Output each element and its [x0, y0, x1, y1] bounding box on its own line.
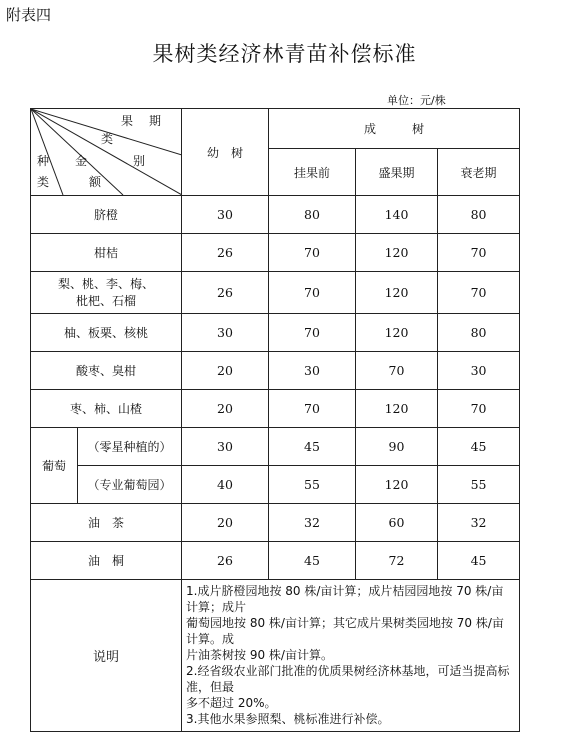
row-name: （专业葡萄园） [78, 466, 182, 504]
cell-value: 30 [182, 314, 269, 352]
corner-label-e: 额 [89, 175, 102, 189]
cell-value: 70 [438, 272, 520, 314]
cell-value: 26 [182, 272, 269, 314]
grape-group-label: 葡萄 [31, 428, 78, 504]
cell-value: 26 [182, 542, 269, 580]
note-line: 1.成片脐橙园地按 80 株/亩计算；成片桔园园地按 70 株/亩计算；成片 [186, 584, 504, 614]
row-name [31, 272, 182, 314]
corner-label-lei-bottom: 类 [37, 175, 50, 189]
cell-value: 70 [269, 234, 356, 272]
cell-value: 32 [269, 504, 356, 542]
row-name: （零星种植的） [78, 428, 182, 466]
cell-value: 45 [438, 428, 520, 466]
corner-label-jin: 金 [75, 154, 88, 168]
note-text [182, 580, 520, 732]
cell-value: 140 [356, 196, 438, 234]
row-name: 酸枣、臭柑 [31, 352, 182, 390]
table-row [31, 234, 520, 272]
corner-label-zhong: 种 [37, 154, 50, 168]
row-name-line: 枇杷、石榴 [75, 293, 136, 308]
cell-value: 80 [438, 196, 520, 234]
corner-label-guo: 果 [121, 114, 134, 128]
cell-value: 45 [269, 542, 356, 580]
header-young: 幼 树 [182, 109, 269, 196]
cell-value: 30 [182, 196, 269, 234]
row-name: 枣、柿、山楂 [31, 390, 182, 428]
cell-value: 26 [182, 234, 269, 272]
table-row [31, 466, 520, 504]
cell-value: 30 [182, 428, 269, 466]
header-sub-decline: 衰老期 [438, 149, 520, 196]
row-name: 脐橙 [31, 196, 182, 234]
cell-value: 40 [182, 466, 269, 504]
note-line: 多不超过 20%。 [186, 696, 277, 710]
header-row-1 [31, 109, 520, 149]
cell-value: 72 [356, 542, 438, 580]
cell-value: 60 [356, 504, 438, 542]
note-line: 葡萄园地按 80 株/亩计算；其它成片果树类园地按 70 株/亩计算。成 [186, 616, 504, 646]
cell-value: 20 [182, 352, 269, 390]
cell-value: 32 [438, 504, 520, 542]
corner-label-bie: 别 [133, 154, 146, 168]
table-row [31, 542, 520, 580]
note-line: 3.其他水果参照梨、桃标准进行补偿。 [186, 712, 390, 726]
cell-value: 20 [182, 504, 269, 542]
cell-value: 70 [269, 390, 356, 428]
corner-label-qi: 期 [149, 114, 162, 128]
table-row [31, 390, 520, 428]
note-line: 片油茶树按 90 株/亩计算。 [186, 648, 333, 662]
cell-value: 70 [438, 390, 520, 428]
table-row [31, 504, 520, 542]
annex-label: 附表四 [6, 6, 52, 24]
row-name: 油 桐 [31, 542, 182, 580]
cell-value: 20 [182, 390, 269, 428]
cell-value: 70 [269, 314, 356, 352]
cell-value: 120 [356, 234, 438, 272]
cell-value: 90 [356, 428, 438, 466]
page-title: 果树类经济林青苗补偿标准 [152, 42, 417, 66]
cell-value: 80 [269, 196, 356, 234]
table-row [31, 428, 520, 466]
note-line: 2.经省级农业部门批准的优质果树经济林基地，可适当提高标准，但最 [186, 664, 510, 694]
header-sub-pre-fruit: 挂果前 [269, 149, 356, 196]
cell-value: 70 [269, 272, 356, 314]
cell-value: 45 [438, 542, 520, 580]
header-mature: 成 树 [269, 109, 520, 149]
unit-note: 单位：元/株 [387, 94, 446, 107]
row-name: 油 茶 [31, 504, 182, 542]
cell-value: 120 [356, 390, 438, 428]
row-name: 柚、板栗、核桃 [31, 314, 182, 352]
cell-value: 55 [269, 466, 356, 504]
cell-value: 30 [269, 352, 356, 390]
cell-value: 45 [269, 428, 356, 466]
header-sub-peak: 盛果期 [356, 149, 438, 196]
note-label: 说明 [31, 580, 182, 732]
cell-value: 80 [438, 314, 520, 352]
cell-value: 70 [356, 352, 438, 390]
compensation-table [30, 108, 520, 732]
corner-label-lei-top: 类 [101, 132, 114, 146]
note-row [31, 580, 520, 732]
table-row [31, 272, 520, 314]
row-name: 柑桔 [31, 234, 182, 272]
row-name-line: 梨、桃、李、梅、 [57, 276, 154, 291]
table-row [31, 196, 520, 234]
corner-header-cell [31, 109, 182, 196]
cell-value: 70 [438, 234, 520, 272]
cell-value: 120 [356, 314, 438, 352]
cell-value: 30 [438, 352, 520, 390]
cell-value: 55 [438, 466, 520, 504]
table-row [31, 314, 520, 352]
table-row [31, 352, 520, 390]
cell-value: 120 [356, 272, 438, 314]
cell-value: 120 [356, 466, 438, 504]
